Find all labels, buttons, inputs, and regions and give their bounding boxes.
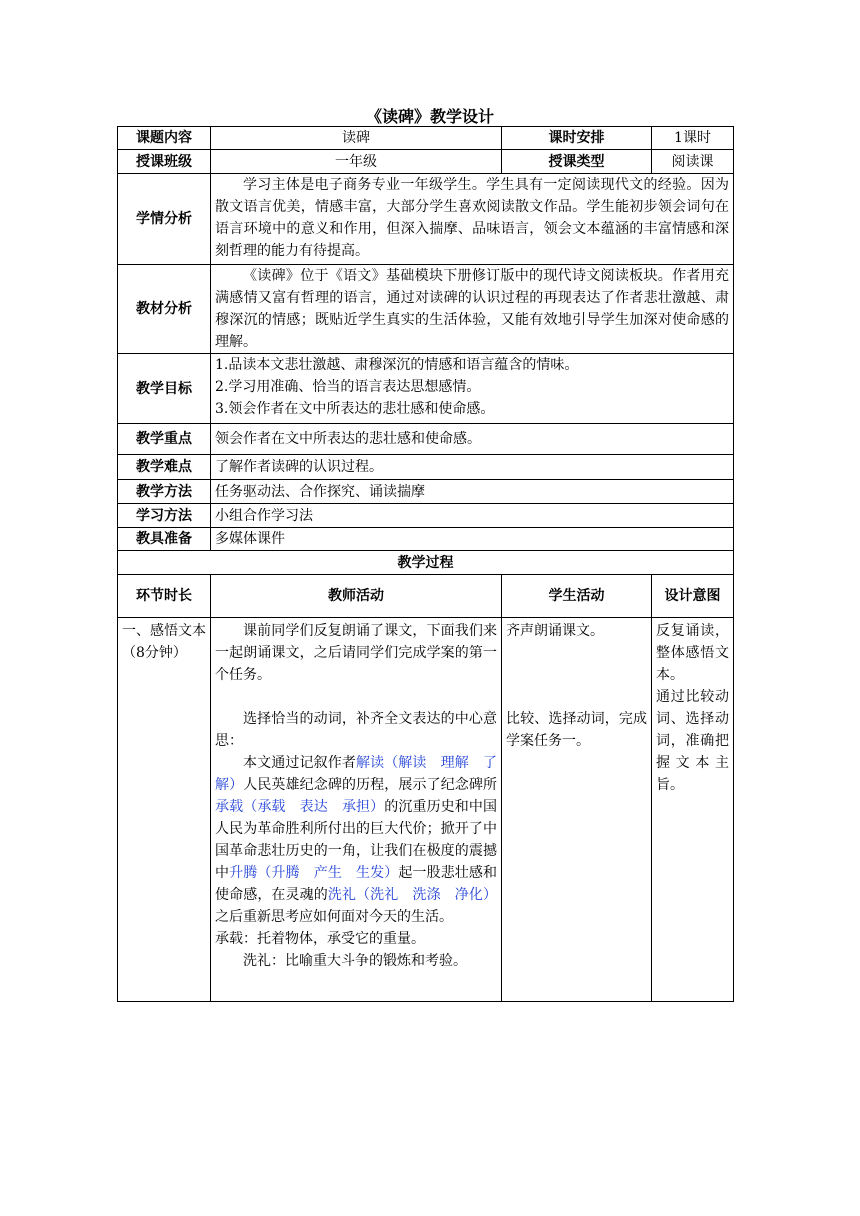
col-teacher: 教师活动 — [211, 575, 502, 618]
answer-option: 解读（解读 理解 了解） — [215, 755, 498, 793]
teacher-para: 选择恰当的动词，补齐全文表达的中心意思： — [215, 711, 497, 749]
intent-item: 通过比较动词、选择动词，准确把握文本主旨。 — [656, 689, 729, 793]
xuexi-text: 小组合作学习法 — [211, 504, 734, 528]
xuexi-label: 学习方法 — [118, 504, 211, 528]
text-span: 的沉重历史和中国人民为革命胜利所付出的巨大代价；掀开了中国革命悲壮历史的一角，让我们在极度的震撼中 — [215, 799, 498, 881]
teacher-note: 承载：托着物体，承受它的重量。 — [215, 931, 425, 947]
teacher-para: 课前同学们反复朗诵了课文，下面我们来一起朗诵课文，之后请同学们完成学案的第一个任务。 — [215, 623, 497, 683]
text-span: 本文通过记叙作者 — [243, 755, 356, 771]
xueqing-text: 学习主体是电子商务专业一年级学生。学生具有一定阅读现代文的经验。因为散文语言优美，情感丰富，大部分学生喜欢阅读散文作品。学生能初步领会词句在语言环境中的意义和作用，但深入揣摩、品味语言，领会文本蕴涵的丰富情感和深刻哲理的能力有待提高。 — [211, 174, 734, 265]
mubiao-item: 1.品读本文悲壮激越、肃穆深沉的情感和语言蕴含的情味。 — [215, 357, 579, 373]
col-intent: 设计意图 — [652, 575, 734, 618]
class-value: 一年级 — [211, 150, 502, 174]
type-label: 授课类型 — [502, 150, 652, 174]
mubiao-item: 2.学习用准确、恰当的语言表达思想感情。 — [215, 379, 481, 395]
student-item: 齐声朗诵课文。 — [506, 623, 604, 639]
hours-label: 课时安排 — [502, 127, 652, 150]
stage-time: （8分钟） — [122, 645, 187, 661]
intent-item: 反复诵读，整体感悟文本。 — [656, 623, 729, 683]
hours-value: 1课时 — [652, 127, 734, 150]
text-span: 起一股悲壮感和使命感，在灵魂的 — [215, 865, 498, 903]
text-span: 之后重新思考应如何面对今天的生活。 — [215, 909, 453, 925]
jiaocai-label: 教材分析 — [118, 265, 211, 354]
teacher-note: 洗礼：比喻重大斗争的锻炼和考验。 — [243, 953, 467, 969]
stage-name: 一、感悟文本 — [122, 623, 206, 639]
zhongdian-label: 教学重点 — [118, 424, 211, 455]
process-heading: 教学过程 — [118, 551, 734, 575]
type-value: 阅读课 — [652, 150, 734, 174]
jiaocai-text: 《读碑》位于《语文》基础模块下册修订版中的现代诗文阅读板块。作者用充满感情又富有哲理的语言，通过对读碑的认识过程的再现表达了作者悲壮激越、肃穆深沉的情感；既贴近学生真实的生活体验，又能有效地引导学生加深对使命感的理解。 — [211, 265, 734, 354]
col-stage: 环节时长 — [118, 575, 211, 618]
teacher-para-fill-in — [215, 752, 497, 928]
mubiao-list — [211, 354, 734, 424]
col-student: 学生活动 — [502, 575, 652, 618]
answer-option: 升腾（升腾 产生 生发） — [229, 865, 399, 881]
xueqing-label: 学情分析 — [118, 174, 211, 265]
nandian-text: 了解作者读碑的认识过程。 — [211, 455, 734, 480]
mubiao-label: 教学目标 — [118, 354, 211, 424]
fangfa-text: 任务驱动法、合作探究、诵读揣摩 — [211, 480, 734, 504]
nandian-label: 教学难点 — [118, 455, 211, 480]
zhongdian-text: 领会作者在文中所表达的悲壮感和使命感。 — [211, 424, 734, 455]
topic-label: 课题内容 — [118, 127, 211, 150]
text-span: 人民英雄纪念碑的历程，展示了纪念碑所 — [243, 777, 498, 793]
topic-value: 读碑 — [211, 127, 502, 150]
jiaoju-text: 多媒体课件 — [211, 528, 734, 551]
class-label: 授课班级 — [118, 150, 211, 174]
teacher-activity — [211, 618, 502, 1002]
answer-option: 洗礼（洗礼 洗涤 净化） — [327, 887, 498, 903]
document-title: 《读碑》教学设计 — [365, 107, 494, 126]
student-item: 比较、选择动词，完成学案任务一。 — [506, 711, 647, 749]
student-activity — [502, 618, 652, 1002]
answer-option: 承载（承载 表达 承担） — [215, 799, 385, 815]
design-intent — [652, 618, 734, 1002]
mubiao-item: 3.领会作者在文中所表达的悲壮感和使命感。 — [215, 401, 495, 417]
fangfa-label: 教学方法 — [118, 480, 211, 504]
lesson-plan-table — [117, 126, 734, 1002]
jiaoju-label: 教具准备 — [118, 528, 211, 551]
stage-cell — [118, 618, 211, 1002]
